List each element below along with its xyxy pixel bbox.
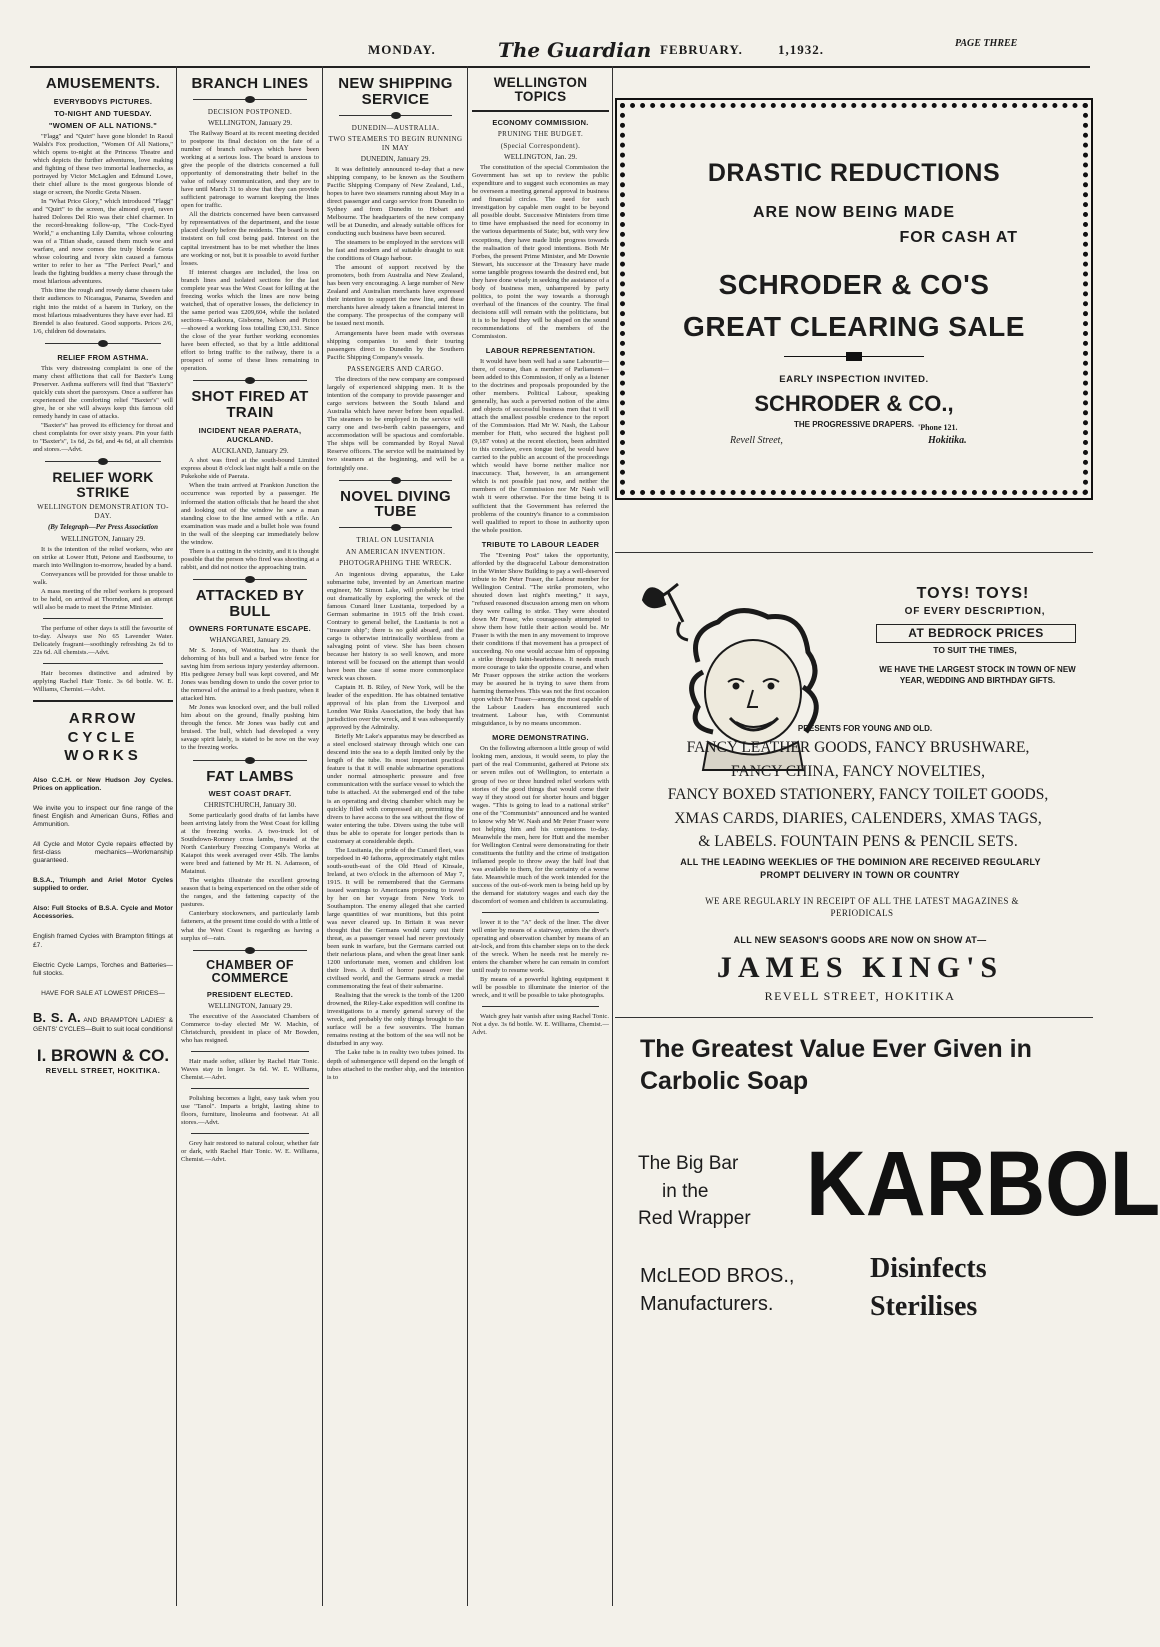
article-paragraph: The Railway Board at its recent meeting decided to postpone its final decision on the fate of a number of branch railways which have been working at a serious loss. The board is anxious to give the people of the districts concerned a full opportunity of demonstrating their belief in the value of railway communication, and they are to have until March 31 to show that they can provide sufficient patronage to warrant keeping the lines open for traffic. — [181, 130, 319, 210]
toys-largest-stock: WE HAVE THE LARGEST STOCK IN TOWN OF NEW YEAR, WEDDING AND BIRTHDAY GIFTS. — [879, 665, 1076, 685]
toys-line-leather: FANCY LEATHER GOODS, FANCY BRUSHWARE, — [686, 739, 1030, 756]
section-divider — [43, 663, 163, 664]
section-divider — [191, 1051, 309, 1052]
byline: (By Telegraph—Per Press Association — [47, 523, 159, 532]
headline-relief-work-strike: RELIEF WORK STRIKE — [52, 469, 154, 500]
toys-product-list — [638, 736, 1078, 854]
subhead: OWNERS FORTUNATE ESCAPE. — [188, 624, 312, 634]
section-divider — [193, 576, 307, 584]
article-paragraph: Mr Jones was knocked over, and the bull rolled him about on the ground, finally pushing him through the fence. Mr Jones was badly cut and bruised. The bull, which had developed a very savage spirit lately, is stated to be now on the way to the freezing works. — [181, 704, 319, 752]
article-paragraph: When the train arrived at Frankton Junction the occurrence was reported by a passenger. He informed the station officials that he heard the shot and looking out of the window he saw a man standing close to the line armed with a rifle. An examination was made and a bullet hole was found in the wall of the sleeping car immediately below the window. — [181, 482, 319, 546]
karbol-brand: KARBOL — [806, 1133, 1160, 1235]
schroder-progressive-drapers: THE PROGRESSIVE DRAPERS. — [793, 420, 915, 430]
article-paragraph: The Lake tube is in reality two tubes joined. Its depth of submergence will depend on the length of tubes attached to the mother ship, and the intention is to — [327, 1049, 464, 1081]
column-2 — [178, 72, 322, 1542]
article-paragraph: This time the rough and rowdy dame chasers take their audiences to Nicaragua, Panama, Sweden and right into the midst of a harem in Turkey, on the most hilarious misadventures they have ever had. El Brendel is also featured. Good supports. Prices 2/6, 1/6, children 6d downstairs. — [33, 287, 173, 335]
schroder-for-cash: FOR CASH AT — [899, 229, 1018, 247]
subhead: WELLINGTON DEMONSTRATION TO-DAY. — [37, 503, 169, 520]
ad-cycle-works-title: CYCLE WORKS — [64, 728, 142, 764]
advert-paragraph: Hair made softer, silkier by Rachel Hair Tonic. Waves stay in longer. 3s 6d. W. E. Williams, Chemist.—Advt. — [181, 1057, 319, 1081]
toys-line-stationery: FANCY BOXED STATIONERY, FANCY TOILET GOODS, — [667, 786, 1049, 804]
karbol-maker-name: McLEOD BROS., — [640, 1265, 795, 1287]
schroder-town: Hokitika. — [928, 435, 967, 446]
toys-weeklies: ALL THE LEADING WEEKLIES OF THE DOMINION ARE RECEIVED REGULARLY — [680, 857, 1041, 867]
schroder-drastic-reductions: DRASTIC REDUCTIONS — [707, 159, 1001, 187]
subhead: RELIEF FROM ASTHMA. — [57, 352, 149, 362]
section-divider — [45, 340, 161, 348]
article-paragraph: It is the intention of the relief workers, who are on strike at Lower Hutt, Petone and Eastbourne, to march into Wellington to-morrow, headed by a band. — [33, 545, 173, 569]
ad-text: Also: Full Stocks of B.S.A. Cycle and Motor Accessories. — [33, 905, 173, 921]
article-paragraph: An ingenious diving apparatus, the Lake submarine tube, invented by an American marine engineer, Mr Simon Lake, will probably be tried out dramatically by exploring the wreck of the famous Cunard liner Lusitania, torpedoed by a German submarine in 1915 off the Irish coast. Contrary to general belief, the Lusitania is not a "treasure ship"; there is no gold aboard, and the cargo is otherwise intrinsically worthless from a salvaging point of view. She has been chosen because her history is so well known, and more interest will be focused on the attempt than would have been the case if some more commonplace wreck was chosen. — [327, 570, 464, 683]
headline-novel-diving-tube: NOVEL DIVING TUBE — [340, 487, 451, 521]
column-rule — [176, 66, 177, 1606]
section-divider — [482, 912, 599, 913]
subhead: ECONOMY COMMISSION. — [492, 118, 589, 128]
article-paragraph: "Baxter's" has proved its efficiency for throat and chest complaints for over sixty years. Pin your faith to "Baxter's", 1s 6d, 2s 6d, and 4s 6d, at all chemists and stores.—Advt. — [33, 421, 173, 453]
column-rule — [612, 66, 613, 1606]
section-divider — [193, 96, 307, 104]
article-paragraph: By means of a powerful lighting equipment it will be possible to illuminate the interior of the wreck, and it will be possible to take photographs. — [472, 976, 609, 1000]
advert-paragraph: Watch grey hair vanish after using Rachel Tonic. Not a dye. 3s 6d bottle. W. E. Williams, Chemist.—Advt. — [472, 1013, 609, 1037]
section-divider — [615, 552, 1093, 553]
karbol-headline: The Greatest Value Ever Given in Carbolic Soap — [640, 1035, 1032, 1095]
headline-new-shipping-service: NEW SHIPPING SERVICE — [338, 75, 453, 108]
schroder-early-inspection: EARLY INSPECTION INVITED. — [779, 373, 929, 385]
masthead — [20, 38, 1100, 64]
ad-arrow-title: ARROW — [68, 710, 138, 728]
article-paragraph: A shot was fired at the south-bound Limited express about 8 o'clock last night half a mile on the Pukekohe side of Paerata. — [181, 457, 319, 481]
article-paragraph: The "Evening Post" takes the opportunity, afforded by the disgraceful Labour demonstration in the Winter Show Building to pay a well-deserved tribute to Mr Peter Fraser, the Labour member for Wellington Central. "The strike promoters, who shouted down last night's meeting," it says, "refused reasoned discussion among men on whom they were calling to strike. They were shouted down Mr Fraser, who courageously attempted to show them how futile their action would be. Mr Fraser is with the men in any movement to improve their conditions if that movement has a prospect of succeeding. No one would accuse him of opposing a strike through faint-heartedness. It needs much more courage to take the opposite course, and when Mr Fraser opposes the strike action the workers may be assured he is trying to save them from harming themselves. This was not the first occasion upon which Mr Fraser—among the most capable of the Labour Leaders has encountered such treatment. Labour has, with Communist misguidance, is by no means uncommon. — [472, 551, 609, 728]
subhead: PRESIDENT ELECTED. — [206, 989, 294, 999]
james-kings: JAMES KING'S — [716, 951, 1004, 984]
section-divider — [339, 477, 452, 485]
section-divider — [193, 377, 307, 385]
article-paragraph: Mr S. Jones, of Waiotira, has to thank the dehorning of his bull and a barbed wire fence for saving him from serious injury yesterday afternoon. His pedigree Jersey bull was kept covered, and Mr Jones was bending down to undo the cover prior to the removal of the animal to a fresh pasture, when it attacked him. — [181, 647, 319, 703]
ad-brown-co: I. BROWN & CO. — [36, 1045, 170, 1065]
toys-presents: PRESENTS FOR YOUNG AND OLD. — [797, 724, 933, 733]
section-divider — [615, 1017, 1093, 1018]
article-paragraph: A mass meeting of the relief workers is proposed to be held, on arrival at Thorndon, and an attempt will also be made to meet the Prime Minister. — [33, 587, 173, 611]
masthead-date: 1,1932. — [778, 42, 824, 57]
ad-text: HAVE FOR SALE AT LOWEST PRICES— — [41, 989, 165, 997]
article-paragraph: The directors of the new company are composed largely of experienced shipping men. It is the intention of the company to provide passenger and cargo services between the South Island and Australia which have never before been equalled. The steamers to be employed in the service will carry one and two-berth cabin passengers, and accommodation will be spacious and comfortable. The ships will be commanded by Royal Naval Reserve officers. The service will be maintained by two steamers at the beginning, and will be a fortnightly one. — [327, 376, 464, 472]
section-divider — [191, 1133, 309, 1134]
subhead: PHOTOGRAPHING THE WRECK. — [339, 559, 452, 568]
section-divider — [472, 110, 609, 112]
toys-suit-times: TO SUIT THE TIMES, — [933, 645, 1017, 655]
schroder-ad — [650, 128, 1058, 430]
section-divider — [339, 524, 452, 532]
article-paragraph: lower it to the "A" deck of the liner. The diver will enter by means of a stairway, enters the diver's operating and observation chamber by means of an air-lock, and from this chamber steps on to the deck of the wreck. When he needs rest he merely re-enters the chamber where he can remain in comfort until ready to resume work. — [472, 919, 609, 975]
subhead: PASSENGERS AND CARGO. — [347, 364, 444, 373]
subhead: MORE DEMONSTRATING. — [492, 733, 589, 743]
article-paragraph: The Lusitania, the pride of the Cunard fleet, was torpedoed in 40 fathoms, approximately eight miles south-south-east of the Old Head of Kinsale, Ireland, at two o'clock in the afternoon of May 7, 1915. It will be remembered that the Germans issued warnings to Americans proposing to travel by her on her voyage from New York to Southampton. The enemy alleged that she carried large quantities of war munitions, but this point was never cleared up. In Britain it was never thought that the Germans would carry out their threat, as a passenger vessel had never previously been sunk in warfare, but the Germans carried out their nefarious plans, and when the great liner sank 1200 unfortunate men, women and children lost their lives. A thrill of horror passed over the civilised world, and the Germans struck a medal commemorating the feat of their submarine. — [327, 846, 464, 991]
subhead: TWO STEAMERS TO BEGIN RUNNING IN MAY — [328, 135, 463, 152]
subhead: TRIAL ON LUSITANIA — [356, 536, 435, 545]
masthead-day: MONDAY. — [368, 42, 436, 57]
article-paragraph: Realising that the wreck is the tomb of the 1200 drowned, the Riley-Lake expedition will confine its investigations to a merely general survey of the wreck, and probably the only things brought to the surface will be a few souvenirs. The human remains resting at the bottom of the sea will not be disturbed in any way. — [327, 992, 464, 1048]
headline-attacked-by-bull: ATTACKED BY BULL — [195, 586, 305, 620]
advert-paragraph: The perfume of other days is still the favourite of to-day. Always use No 65 Lavender Water. Delicately fragrant—soothingly refreshing 2s 6d to 22s 6d. All chemists.—Advt. — [33, 625, 173, 657]
section-divider — [43, 618, 163, 619]
article-paragraph: In "What Price Glory," which introduced "Flagg" and "Quirt" to the screen, the almond eyed, raven haired Dolores Del Rio was their chief charmer. In the record-breaking follow-up, "The Cock-Eyed World," a enchanting Lily Damita, whose colouring was of a Titian shade, caused them much woe and warfare, and now comes the truly blonde Greta whose colouring and ivory skin caused a famous writer to refer to her as "The Perfect Pearl," and leads the fighting buddies a merry chase through the most hilarious adventures. — [33, 198, 173, 286]
ad-text: All Cycle and Motor Cycle repairs effected by first-class mechanics—Workmanship guaranteed. — [33, 841, 173, 865]
schroder-company-name: SCHRODER & CO'S — [718, 268, 990, 300]
ad-text: Also C.C.H. or New Hudson Joy Cycles. Prices on application. — [33, 777, 173, 793]
section-divider — [33, 700, 173, 702]
section-divider — [482, 1006, 599, 1007]
karbol-line: The Big Bar — [638, 1153, 739, 1174]
schroder-phone: 'Phone 121. — [918, 423, 958, 432]
article-paragraph: The weights illustrate the excellent growing season that is being experienced on the other side of the ranges, and the fattening capacity of the pastures. — [181, 877, 319, 909]
toys-line-cards: XMAS CARDS, DIARIES, CALENDERS, XMAS TAGS, — [674, 809, 1042, 827]
section-divider — [193, 947, 307, 955]
article-paragraph: All the districts concerned have been canvassed by representatives of the department, and the issue placed clearly before the residents. The board is not insistent on full cost being paid. Interest on the capital investment has to be met whether the lines are working or not, but it is possible to avoid further losses. — [181, 211, 319, 267]
subhead: "WOMEN OF ALL NATIONS." — [48, 120, 158, 130]
article-paragraph: Briefly Mr Lake's apparatus may be described as a steel enclosed stairway through which one can descend into the sea to a depth limited only by the length of the tube. Its most important practical feature is that it will enable submarine operations under normal atmospheric pressure and free communication with the surface vessel to which the tube is attached. At the submerged end of the tube is an operating and diving chamber which may be quickly filled with compressed air, permitting the divers to have access to the sea without the flow of water entering the tube. Divers using the tube will thus be able to operate for longer periods than is customary at considerable depth. — [327, 733, 464, 845]
subhead: WEST COAST DRAFT. — [208, 789, 292, 799]
masthead-rule — [30, 66, 1090, 68]
toys-heading: TOYS! TOYS! — [916, 585, 1030, 602]
advert-paragraph: Polishing becomes a light, easy task when you use "Tanol". Imparts a bright, lasting shine to floors, furniture, linoleums and footwear. At all stores.—Advt. — [181, 1094, 319, 1126]
article-paragraph: The executive of the Associated Chambers of Commerce to-day elected Mr W. Machin, of Christchurch, president in place of Mr Bowden, who has resigned. — [181, 1012, 319, 1044]
advert-paragraph: Grey hair restored to natural colour, whether fair or dark, with Rachel Hair Tonic. W. E. Williams, Chemist.—Advt. — [181, 1139, 319, 1164]
toys-delivery: PROMPT DELIVERY IN TOWN OR COUNTRY — [760, 870, 960, 880]
article-paragraph: On the following afternoon a little group of wild looking men, anxious, it would seem, to play the part of the real Communist, gathered at Petone six or seven miles out of Wellington, to entertain a group of two or three hundred relief workers with stories of the good things that would come their way if they stood out for shorter hours and bigger wages. "This is going to lead to a national strike" one of the "Communists" announced and he wanted to know why Mr W. Nash and Mr Peter Fraser were not helping him and his companions to-day. Meanwhile the men, here for Hutt and the member for Wellington Central were demonstrating for their constituents the futility and the crime of instigation inflamed people to throw away the half loaf that was available to them, for the certainty of a worse fate. Meanwhile much of the work intended for the success of the out-of-work men is being held up by the demand for statutory wages and each day the discomfort of women and children is accumulating. — [472, 745, 609, 905]
column-3 — [324, 72, 467, 1577]
subhead: TO-NIGHT AND TUESDAY. — [54, 108, 152, 118]
dateline: WELLINGTON, Jan. 29. — [503, 153, 578, 162]
masthead-month: FEBRUARY. — [660, 42, 743, 57]
ad-bsa-label: B. S. A. — [33, 1009, 81, 1025]
section-divider — [191, 1088, 309, 1089]
column-1 — [30, 72, 176, 1602]
karbol-line: Red Wrapper — [638, 1208, 751, 1230]
dateline: WHANGAREI, January 29. — [209, 636, 291, 645]
karbol-sterilises: Sterilises — [870, 1290, 978, 1322]
subhead: (Special Correspondent). — [500, 141, 581, 150]
advert-paragraph: Hair becomes distinctive and admired by applying Rachel Hair Tonic. 3s 6d bottle. W. E. Williams, Chemist.—Advt. — [33, 670, 173, 694]
article-paragraph: There is a cutting in the vicinity, and it is thought possible that the person who fired was shooting at a rabbit, and did not notice the approaching train. — [181, 547, 319, 571]
toys-every-description: OF EVERY DESCRIPTION, — [904, 606, 1046, 617]
toys-new-season: ALL NEW SEASON'S GOODS ARE NOW ON SHOW AT— — [733, 935, 987, 945]
schroder-ornament — [784, 352, 924, 362]
ad-text: B.S.A., Triumph and Ariel Motor Cycles supplied to order. — [33, 877, 173, 893]
article-paragraph: The amount of support received by the promoters, both from Australia and New Zealand, has been very encouraging. A large number of New Zealand and Australian merchants have expressed their intention to support the new line, and these merchants have already taken a financial interest in the company. The prospectus of the company will be issued next month. — [327, 264, 464, 328]
article-paragraph: If interest charges are included, the loss on branch lines and isolated sections for the last complete year was the West Coast for killing at the freezing works which the lines are now being watched, that of operative losses, the deficiency in the same period was £209,604, while the isolated sections—Kaikoura, Gisborne, Nelson and Picton—showed a working loss totalling £30,131. Since the close of the year further working economies have been effected, so that by a little additional effort to bring traffic to the railway, there is a prospect of some of these lines remaining in operation. — [181, 268, 319, 372]
subhead: AN AMERICAN INVENTION. — [345, 547, 446, 556]
dateline: DUNEDIN, January 29. — [360, 155, 431, 164]
column-rule — [322, 66, 323, 1606]
headline-amusements: AMUSEMENTS. — [45, 75, 161, 92]
section-divider — [339, 112, 452, 120]
headline-fat-lambs: FAT LAMBS — [206, 767, 294, 785]
schroder-clearing-sale: GREAT CLEARING SALE — [683, 310, 1025, 342]
toys-line-china: FANCY CHINA, FANCY NOVELTIES, — [731, 762, 985, 780]
subhead: DECISION POSTPONED. — [207, 107, 293, 116]
subhead: PRUNING THE BUDGET. — [497, 130, 584, 139]
subhead: EVERYBODYS PICTURES. — [53, 96, 153, 106]
schroder-street: Revell Street, — [730, 435, 783, 446]
dateline: WELLINGTON, January 29. — [60, 534, 146, 543]
masthead-page-number: PAGE THREE — [955, 38, 1018, 49]
article-paragraph: "Flagg" and "Quirt" have gone blonde! In Raoul Walsh's Fox production, "Women Of All Nations," which opens to-night at the Princess Theatre and which depicts the further adventures, love making and fighting of these two immortal leathernecks, as portrayed by Victor McLaglen and Edmund Lowe, their chief allure is the most gorgeous blonde of stage or screen, the Nordic Greta Nissen. — [33, 132, 173, 197]
schroder-now-being-made: ARE NOW BEING MADE — [753, 203, 955, 221]
karbol-big-bar — [638, 1150, 808, 1233]
karbol-line: in the — [662, 1180, 709, 1202]
subhead: INCIDENT NEAR PAERATA, AUCKLAND. — [198, 425, 302, 444]
ad-text: We invite you to inspect our fine range of the finest English and American Guns, Rifles and Ammunition. — [33, 805, 173, 829]
section-divider — [193, 757, 307, 765]
section-divider — [45, 458, 161, 466]
ad-text: English framed Cycles with Brampton fittings at £7. — [33, 933, 173, 949]
article-paragraph: Conveyances will be provided for those unable to walk. — [33, 570, 173, 586]
article-paragraph: The steamers to be employed in the services will be fast and modern and of suitable draught to suit the conditions of Otago harbour. — [327, 239, 464, 263]
headline-shot-fired: SHOT FIRED AT TRAIN — [191, 388, 309, 421]
dateline: WELLINGTON, January 29. — [207, 1001, 293, 1010]
subhead: DUNEDIN—AUSTRALIA. — [351, 123, 440, 132]
subhead: TRIBUTE TO LABOUR LEADER — [481, 539, 600, 549]
article-paragraph: Arrangements have been made with overseas shipping companies to send their touring passengers direct to Dunedin by the Southern Pacific Shipping Company's vessels. — [327, 329, 464, 361]
article-paragraph: Canterbury stockowners, and particularly lamb fatteners, at the present time could do with a little of what the West Coast is regarding as having a surplus of—rain. — [181, 910, 319, 942]
article-paragraph: This very distressing complaint is one of the many chest afflictions that call for Baxter's Lung Preserver. Asthma sufferers will find that "Baxter's" quickly cuts short the paroxysm. Once a sufferer has experienced the comforting relief "Baxter's" will give, he or she will always keep this famous old remedy handy in case of attacks. — [33, 364, 173, 420]
ad-text: Electric Cycle Lamps, Torches and Batteries—full stocks. — [33, 961, 173, 977]
schroder-co: SCHRODER & CO., — [754, 391, 954, 417]
headline-wellington-topics: WELLINGTON TOPICS — [493, 75, 588, 105]
karbol-maker — [640, 1262, 870, 1318]
column-rule — [467, 66, 468, 1606]
subhead: LABOUR REPRESENTATION. — [485, 345, 596, 355]
dateline: WELLINGTON, January 29. — [207, 119, 293, 128]
ad-brown-address: REVELL STREET, HOKITIKA. — [45, 1066, 161, 1076]
article-paragraph: It was definitely announced to-day that a new shipping company, to be known as the Southern Pacific Shipping Company of New Zealand, Ltd., hopes to have two steamers running about May in a direct passenger and cargo service from Dunedin to Sydney and from Dunedin to Hobart and Melbourne. The headquarters of the new company will be at Dunedin, and already suitable offices for conducting such business have been secured. — [327, 165, 464, 238]
toys-bedrock-prices: AT BEDROCK PRICES — [876, 624, 1076, 643]
dateline: AUCKLAND, January 29. — [211, 446, 289, 455]
headline-branch-lines: BRANCH LINES — [191, 75, 309, 92]
article-paragraph: It would have been well had a sane Labourite—there, of course, than a member of Parliament—been added to this Commission, if only as a listener to the doctrines and proposals propounded by the other members. Political Labour, speaking generally, has such a perverted notion of the aims and objects of successful business men that it will attach the smallest possible credence to the report of the Commission. Had Mr W. Nash, the Labour member for Hutt, who secured the highest poll (9,187 votes) at the recent election, been admitted to this conclave, even tongue tied, he would have carried to the public an account of the proceedings which would have borne neither malice nor inaccuracy. That, however, is an arrangement which is not possible just now, and neither the members of the Commission nor Mr Nash will wish it were otherwise. For the time being it is sufficient that the Government has referred the problems of the country's finance to a commission well qualified to report to those in authority upon the whole position. — [472, 357, 609, 534]
masthead-paper-name: The Guardian — [498, 38, 652, 62]
toys-line-pens: & LABELS. FOUNTAIN PENS & PENCIL SETS. — [698, 833, 1018, 851]
article-paragraph: Captain H. B. Riley, of New York, will be the leader of the expedition. He has obtained tentative approval of his plan from the Liverpool and London War Risks Association, the body that has jurisdiction over the wreck, and it was subsequently approved by the Admiralty. — [327, 684, 464, 732]
karbol-claims — [870, 1250, 1090, 1326]
article-paragraph: Some particularly good drafts of fat lambs have been arriving lately from the West Coast for killing at the freezing works. A two-truck lot of Southdown-Romney cross lambs, treated at the North Canterbury Freezing Company's Works at Kaiapoi this week averaged over 45lb. The lambs were bred and fattened by Mr H. N. Adamson, of Matainui. — [181, 812, 319, 876]
karbol-maker-role: Manufacturers. — [640, 1293, 774, 1315]
dateline: CHRISTCHURCH, January 30. — [203, 801, 297, 810]
headline-chamber-of-commerce: CHAMBER OF COMMERCE — [206, 957, 294, 985]
karbol-disinfects: Disinfects — [870, 1253, 987, 1284]
ad-text: AND BRAMPTON LADIES' & GENTS' CYCLES—Built to suit local conditions! — [33, 1016, 174, 1033]
column-4 — [469, 72, 612, 1577]
article-paragraph: The constitution of the special Commission the Government has set up to review the public expenditure and to suggest such economies as may be overseen a meeting general approval in business and financial circles. The need for such investigation by capable men ought to be beyond all possible doubt. Successive Ministers from time to time have emphasised the need for economy in the various departments of State; but, with very few exceptions, they have made little progress towards the realisation of their good intentions. Both Mr Forbes, the present Prime Minister, and Mr Downie Stewart, his successor at the Treasury have made some tangible progress towards the desired end, but they have done wisely in seeking the assistance of a body of business men, unhampered by party politics, to point the way towards a thorough overhaul of the finances of the country. The final decisions still will remain with the politicians, but it is to be hoped they will be shaped on the sound recommendations of the members of the Commission. — [472, 164, 609, 340]
toys-magazines: WE ARE REGULARLY IN RECEIPT OF ALL THE LATEST MAGAZINES & PERIODICALS — [705, 896, 1019, 919]
james-kings-address: REVELL STREET, HOKITIKA — [764, 989, 956, 1003]
